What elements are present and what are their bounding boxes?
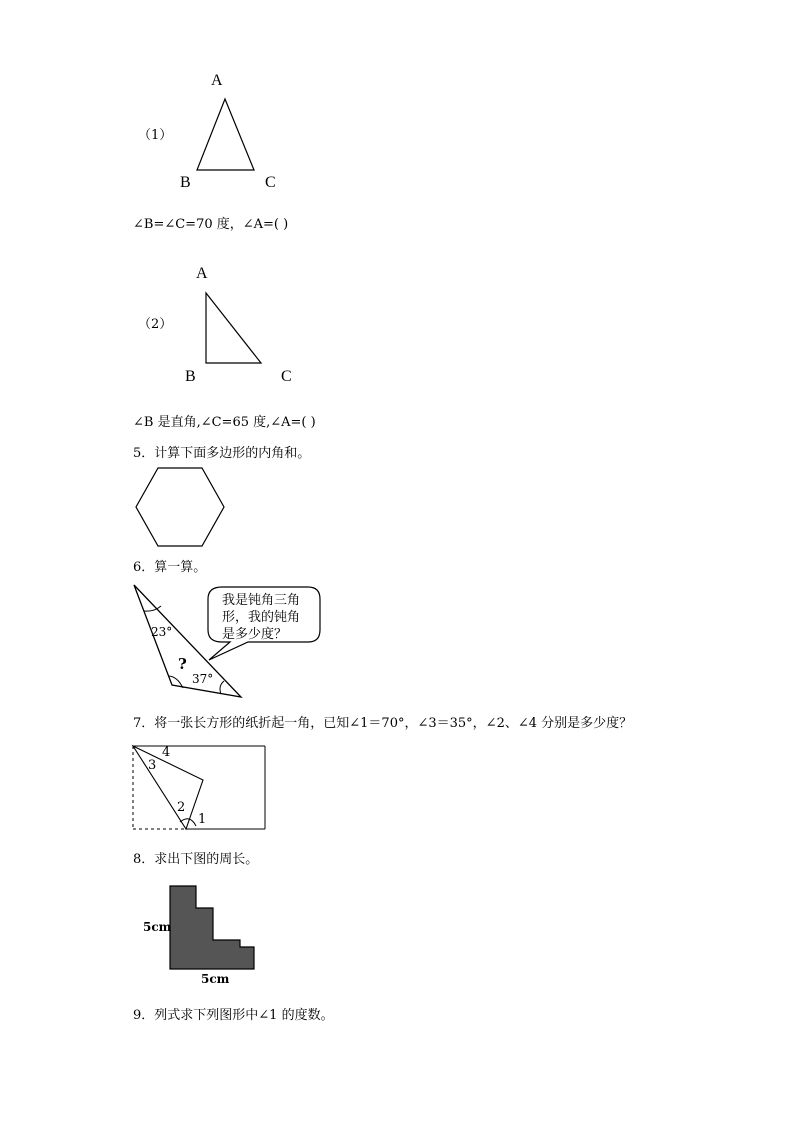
vertex-a-label: A	[196, 265, 208, 282]
part2-tag: （2）	[138, 317, 173, 332]
problem5-text: 5．计算下面多边形的内角和。	[133, 446, 311, 461]
part2-condition: ∠B 是直角,∠C=65 度,∠A=( )	[133, 415, 316, 430]
problem9-text: 9．列式求下列图形中∠1 的度数。	[133, 1008, 334, 1023]
vertex-a-label: A	[211, 72, 223, 89]
angle-37-label: 37°	[192, 672, 214, 686]
width-label: 5cm	[201, 972, 230, 986]
bubble-line: 是多少度？	[222, 627, 288, 642]
vertex-b-label: B	[180, 174, 191, 191]
problem6-text: 6．算一算。	[133, 560, 207, 575]
angle-4-label: 4	[162, 745, 171, 760]
vertex-b-label: B	[185, 368, 196, 385]
problem7-text: 7．将一张长方形的纸折起一角，已知∠1＝70°，∠3＝35°，∠2、∠4 分别是多少度？	[133, 716, 633, 731]
bubble-line: 形，我的钝角	[222, 610, 301, 625]
height-label: 5cm	[143, 920, 172, 934]
bubble-line: 我是钝角三角	[222, 593, 301, 608]
vertex-c-label: C	[265, 174, 276, 191]
angle-3-label: 3	[148, 758, 157, 773]
part1-condition: ∠B=∠C=70 度，∠A=( )	[133, 217, 289, 232]
angle-1-label: 1	[198, 812, 207, 827]
angle-23-label: 23°	[151, 625, 173, 639]
vertex-c-label: C	[281, 368, 292, 385]
part1-tag: （1）	[138, 128, 173, 143]
problem8-text: 8．求出下图的周长。	[133, 852, 259, 867]
angle-2-label: 2	[177, 800, 186, 815]
unknown-angle-mark: ?	[178, 655, 187, 673]
